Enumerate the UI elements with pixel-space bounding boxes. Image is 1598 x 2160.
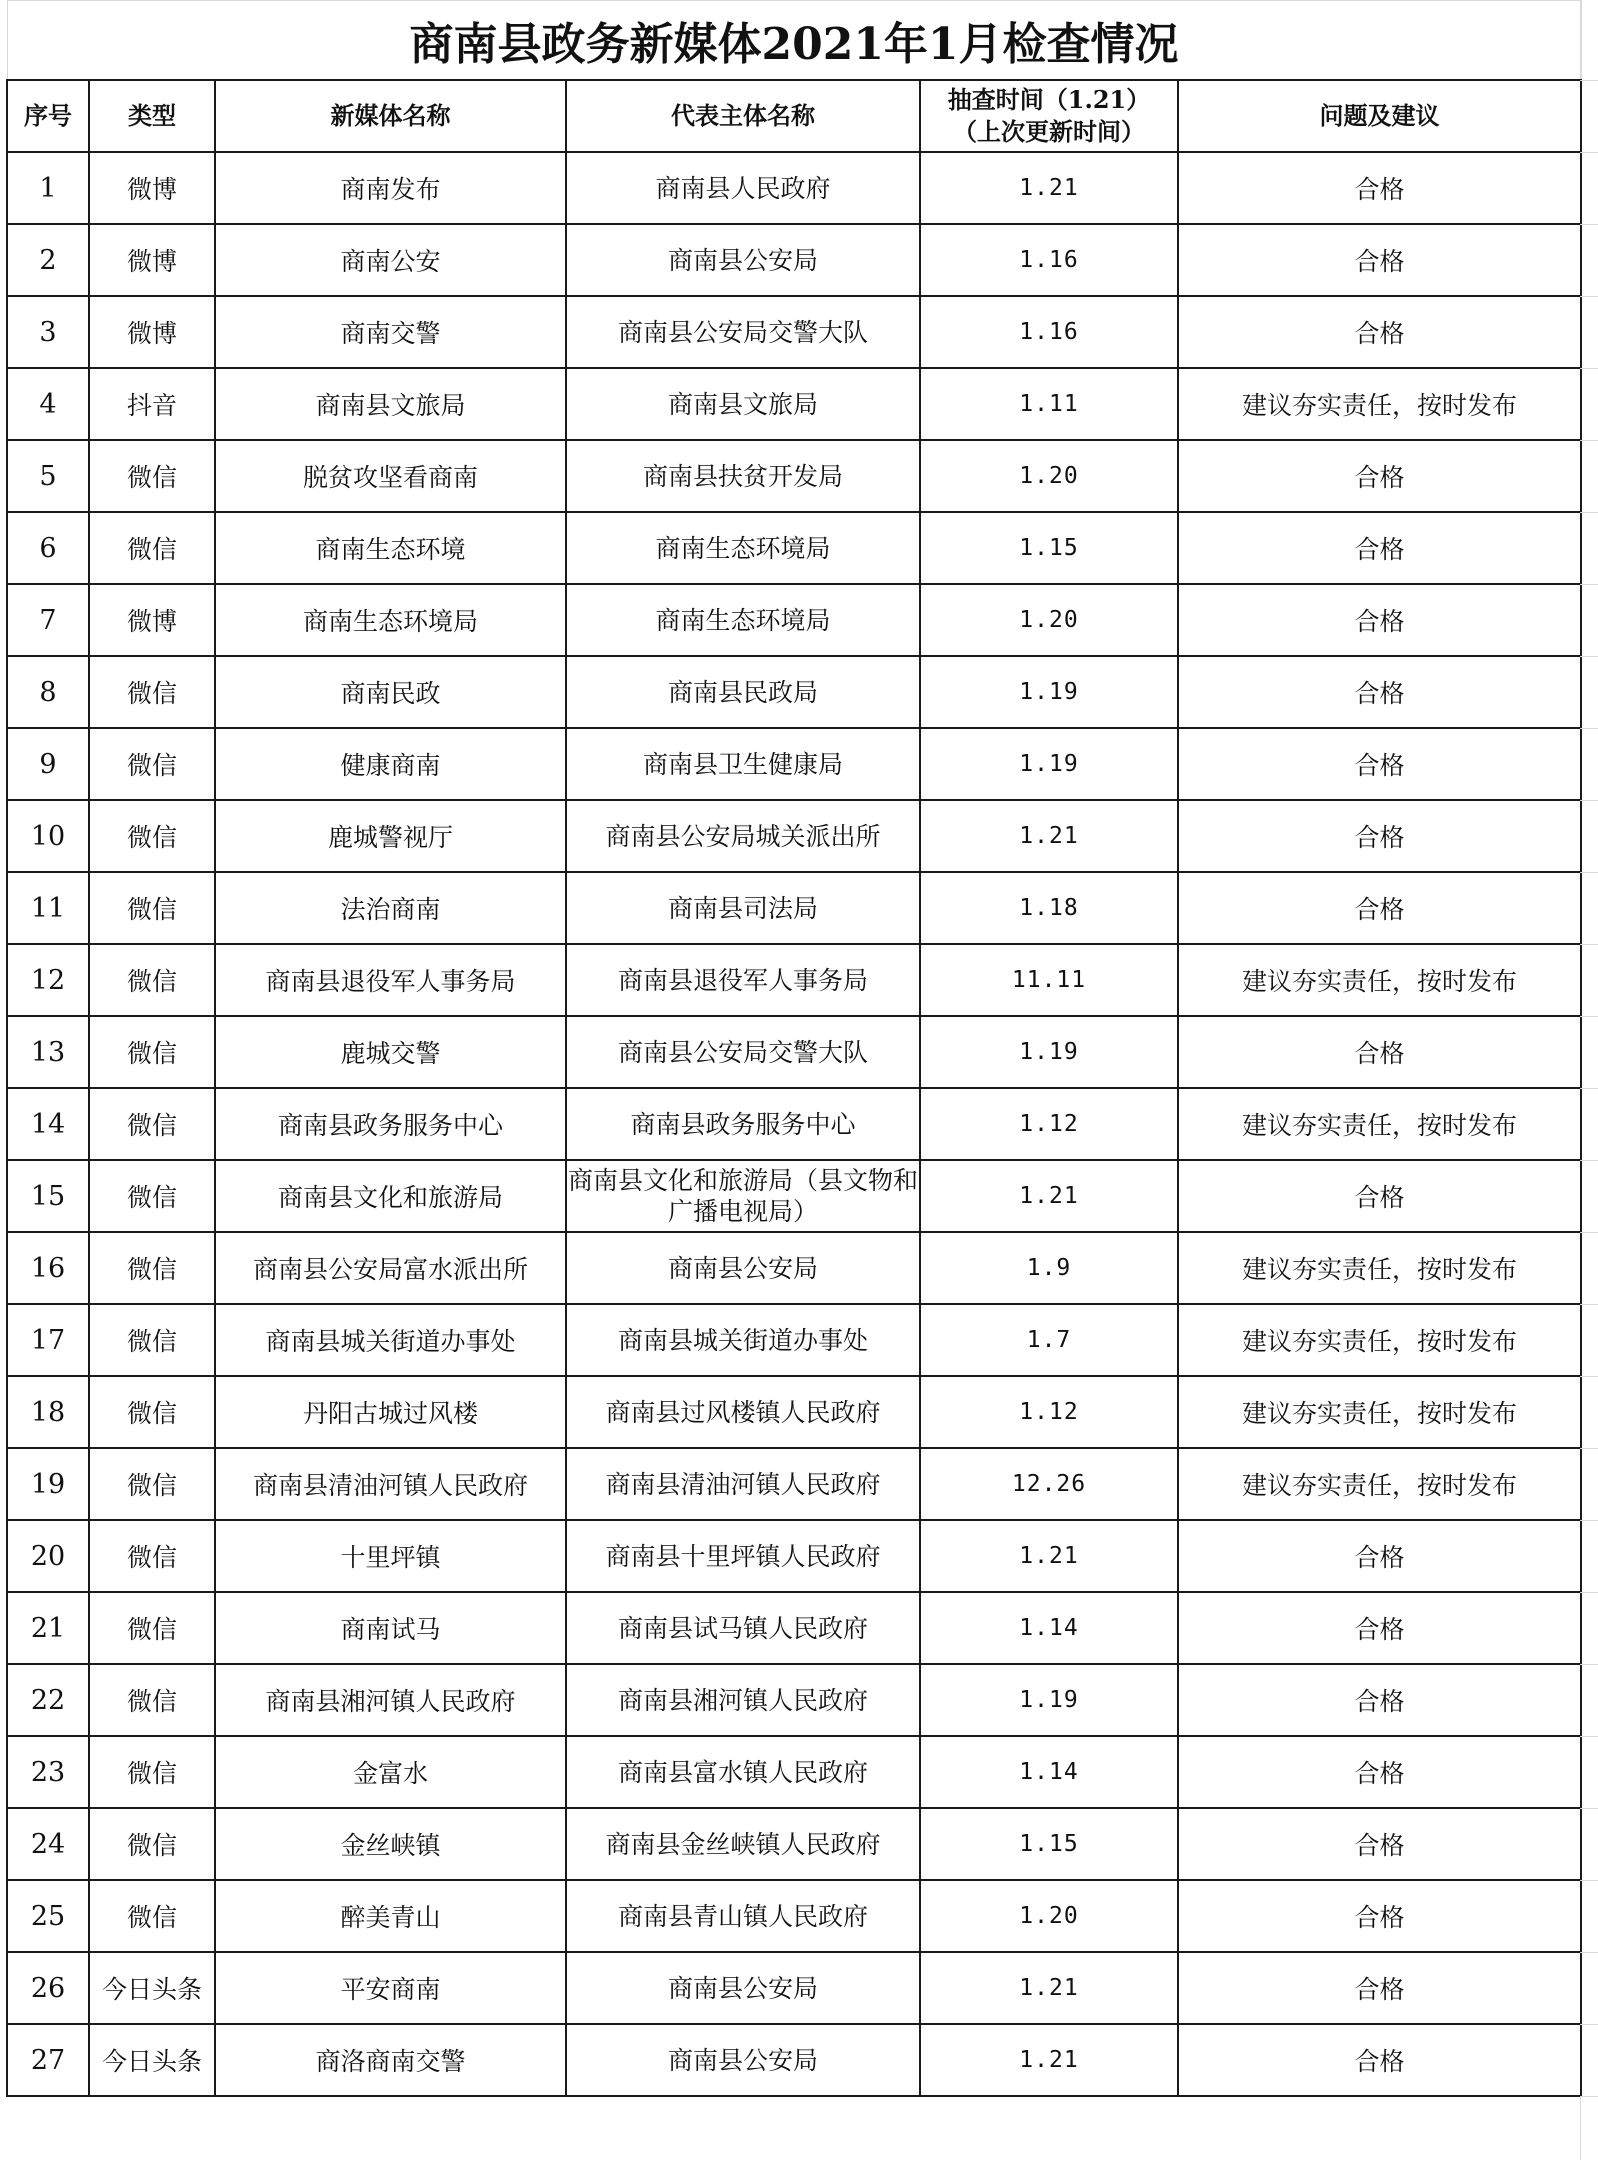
cell-media-name: 商南生态环境局: [215, 584, 566, 656]
cell-media-name: 金丝峡镇: [215, 1808, 566, 1880]
cell-check-time: 1.21: [920, 1160, 1178, 1232]
cell-issue: 合格: [1178, 656, 1581, 728]
header-check-time-line2: （上次更新时间）: [953, 117, 1145, 146]
table-row: [7, 728, 1581, 800]
cell-issue: 合格: [1178, 440, 1581, 512]
cell-media-name: 商南生态环境: [215, 512, 566, 584]
header-media-name: 新媒体名称: [215, 80, 566, 152]
cell-check-time: 1.16: [920, 224, 1178, 296]
sheet-gridline: [1580, 1304, 1598, 1305]
table-row: [7, 584, 1581, 656]
cell-index: 8: [7, 656, 89, 728]
table-row: [7, 1232, 1581, 1304]
table-row: [7, 1376, 1581, 1448]
cell-issue: 合格: [1178, 1664, 1581, 1736]
cell-issue: 合格: [1178, 1952, 1581, 2024]
cell-type: 微信: [89, 440, 215, 512]
sheet-gridline: [1580, 1808, 1598, 1809]
cell-check-time: 1.20: [920, 584, 1178, 656]
cell-entity-name: 商南县公安局: [566, 1952, 920, 2024]
cell-issue: 建议夯实责任，按时发布: [1178, 1304, 1581, 1376]
cell-entity-name: 商南县民政局: [566, 656, 920, 728]
sheet-gridline: [1580, 1448, 1598, 1449]
sheet-gridline: [1580, 368, 1598, 369]
cell-check-time: 11.11: [920, 944, 1178, 1016]
table-row: [7, 1160, 1581, 1232]
table-row: [7, 1016, 1581, 1088]
cell-entity-name: 商南县清油河镇人民政府: [566, 1448, 920, 1520]
cell-index: 1: [7, 152, 89, 224]
cell-media-name: 商南县清油河镇人民政府: [215, 1448, 566, 1520]
cell-index: 14: [7, 1088, 89, 1160]
cell-issue: 合格: [1178, 584, 1581, 656]
cell-type: 微博: [89, 584, 215, 656]
cell-entity-name: 商南县退役军人事务局: [566, 944, 920, 1016]
table-row: [7, 1088, 1581, 1160]
cell-media-name: 醉美青山: [215, 1880, 566, 1952]
cell-entity-name: 商南县公安局: [566, 2024, 920, 2096]
sheet-gridline: [1580, 728, 1598, 729]
cell-check-time: 1.19: [920, 1016, 1178, 1088]
cell-entity-name: 商南县卫生健康局: [566, 728, 920, 800]
cell-entity-name: 商南县试马镇人民政府: [566, 1592, 920, 1664]
cell-check-time: 1.7: [920, 1304, 1178, 1376]
cell-issue: 合格: [1178, 1808, 1581, 1880]
cell-check-time: 1.19: [920, 1664, 1178, 1736]
cell-type: 微信: [89, 1232, 215, 1304]
cell-entity-name: 商南生态环境局: [566, 584, 920, 656]
sheet-gridline: [1580, 1088, 1598, 1089]
cell-media-name: 十里坪镇: [215, 1520, 566, 1592]
cell-issue: 合格: [1178, 872, 1581, 944]
cell-index: 10: [7, 800, 89, 872]
cell-index: 25: [7, 1880, 89, 1952]
cell-issue: 建议夯实责任，按时发布: [1178, 1448, 1581, 1520]
cell-index: 26: [7, 1952, 89, 2024]
cell-media-name: 商南县文旅局: [215, 368, 566, 440]
table-row: [7, 1880, 1581, 1952]
cell-media-name: 鹿城警视厅: [215, 800, 566, 872]
cell-check-time: 1.21: [920, 2024, 1178, 2096]
cell-check-time: 1.12: [920, 1376, 1178, 1448]
sheet-gridline: [1580, 1232, 1598, 1233]
cell-issue: 建议夯实责任，按时发布: [1178, 944, 1581, 1016]
table-row: [7, 1520, 1581, 1592]
cell-check-time: 1.9: [920, 1232, 1178, 1304]
cell-type: 微信: [89, 1448, 215, 1520]
cell-issue: 合格: [1178, 728, 1581, 800]
cell-media-name: 商南县湘河镇人民政府: [215, 1664, 566, 1736]
cell-entity-name: 商南县人民政府: [566, 152, 920, 224]
cell-media-name: 商南民政: [215, 656, 566, 728]
cell-type: 微博: [89, 224, 215, 296]
sheet-gridline: [1580, 152, 1598, 153]
cell-entity-name: 商南县金丝峡镇人民政府: [566, 1808, 920, 1880]
cell-media-name: 商南交警: [215, 296, 566, 368]
cell-index: 17: [7, 1304, 89, 1376]
cell-index: 27: [7, 2024, 89, 2096]
cell-media-name: 丹阳古城过风楼: [215, 1376, 566, 1448]
cell-issue: 合格: [1178, 1016, 1581, 1088]
cell-type: 微信: [89, 512, 215, 584]
cell-issue: 建议夯实责任，按时发布: [1178, 368, 1581, 440]
cell-issue: 合格: [1178, 296, 1581, 368]
table-row: [7, 1448, 1581, 1520]
header-issues: 问题及建议: [1178, 80, 1581, 152]
cell-index: 11: [7, 872, 89, 944]
cell-type: 微信: [89, 944, 215, 1016]
sheet-gridline: [1580, 1880, 1598, 1881]
cell-entity-name: 商南县公安局交警大队: [566, 1016, 920, 1088]
cell-check-time: 1.21: [920, 1520, 1178, 1592]
cell-index: 16: [7, 1232, 89, 1304]
sheet-gridline: [1580, 1016, 1598, 1017]
cell-index: 19: [7, 1448, 89, 1520]
cell-entity-name: 商南县文旅局: [566, 368, 920, 440]
cell-issue: 建议夯实责任，按时发布: [1178, 1232, 1581, 1304]
table-row: [7, 296, 1581, 368]
cell-media-name: 商南县退役军人事务局: [215, 944, 566, 1016]
sheet-gridline: [1580, 1664, 1598, 1665]
sheet-gridline: [1580, 872, 1598, 873]
cell-check-time: 12.26: [920, 1448, 1178, 1520]
cell-type: 微博: [89, 152, 215, 224]
cell-issue: 合格: [1178, 1880, 1581, 1952]
sheet-gridline: [1580, 512, 1598, 513]
cell-check-time: 1.11: [920, 368, 1178, 440]
inspection-table: [6, 0, 1582, 2097]
sheet-gridline: [1580, 1952, 1598, 1953]
cell-issue: 合格: [1178, 152, 1581, 224]
cell-type: 微信: [89, 728, 215, 800]
cell-media-name: 脱贫攻坚看商南: [215, 440, 566, 512]
cell-type: 微信: [89, 1592, 215, 1664]
sheet-gridline: [1580, 800, 1598, 801]
cell-issue: 建议夯实责任，按时发布: [1178, 1376, 1581, 1448]
table-row: [7, 152, 1581, 224]
cell-media-name: 金富水: [215, 1736, 566, 1808]
table-row: [7, 872, 1581, 944]
table-row: [7, 1808, 1581, 1880]
sheet-gridline: [1580, 224, 1598, 225]
cell-type: 今日头条: [89, 2024, 215, 2096]
table-row: [7, 512, 1581, 584]
cell-type: 微信: [89, 1520, 215, 1592]
cell-index: 23: [7, 1736, 89, 1808]
cell-check-time: 1.20: [920, 440, 1178, 512]
cell-check-time: 1.16: [920, 296, 1178, 368]
sheet-gridline: [1580, 296, 1598, 297]
cell-media-name: 健康商南: [215, 728, 566, 800]
cell-issue: 建议夯实责任，按时发布: [1178, 1088, 1581, 1160]
cell-index: 18: [7, 1376, 89, 1448]
table-row: [7, 224, 1581, 296]
cell-media-name: 法治商南: [215, 872, 566, 944]
cell-issue: 合格: [1178, 512, 1581, 584]
sheet-gridline: [1580, 944, 1598, 945]
cell-issue: 合格: [1178, 1520, 1581, 1592]
sheet-gridline: [1580, 2096, 1598, 2097]
cell-index: 12: [7, 944, 89, 1016]
cell-check-time: 1.19: [920, 728, 1178, 800]
table-row: [7, 1592, 1581, 1664]
cell-entity-name: 商南县城关街道办事处: [566, 1304, 920, 1376]
cell-index: 7: [7, 584, 89, 656]
sheet-gridline: [1580, 80, 1598, 81]
cell-index: 21: [7, 1592, 89, 1664]
cell-entity-name: 商南县公安局城关派出所: [566, 800, 920, 872]
cell-check-time: 1.18: [920, 872, 1178, 944]
header-check-time: [920, 80, 1178, 152]
cell-index: 6: [7, 512, 89, 584]
header-type: 类型: [89, 80, 215, 152]
cell-check-time: 1.19: [920, 656, 1178, 728]
cell-index: 3: [7, 296, 89, 368]
cell-index: 5: [7, 440, 89, 512]
cell-check-time: 1.15: [920, 1808, 1178, 1880]
cell-entity-name: 商南县富水镇人民政府: [566, 1736, 920, 1808]
sheet-gridline: [1580, 1160, 1598, 1161]
sheet-gridline: [1580, 1520, 1598, 1521]
sheet-gridline: [1580, 656, 1598, 657]
cell-check-time: 1.21: [920, 800, 1178, 872]
cell-check-time: 1.20: [920, 1880, 1178, 1952]
sheet-gridline: [1580, 440, 1598, 441]
table-row: [7, 440, 1581, 512]
cell-index: 9: [7, 728, 89, 800]
cell-type: 微信: [89, 1160, 215, 1232]
cell-issue: 合格: [1178, 1592, 1581, 1664]
cell-check-time: 1.15: [920, 512, 1178, 584]
sheet-gridline: [1580, 584, 1598, 585]
cell-index: 22: [7, 1664, 89, 1736]
cell-index: 24: [7, 1808, 89, 1880]
cell-entity-name: 商南县公安局: [566, 1232, 920, 1304]
header-index: 序号: [7, 80, 89, 152]
cell-media-name: 商南县文化和旅游局: [215, 1160, 566, 1232]
cell-media-name: 商南县城关街道办事处: [215, 1304, 566, 1376]
cell-issue: 合格: [1178, 224, 1581, 296]
header-entity-name: 代表主体名称: [566, 80, 920, 152]
cell-media-name: 商南试马: [215, 1592, 566, 1664]
cell-entity-name: 商南县司法局: [566, 872, 920, 944]
cell-index: 4: [7, 368, 89, 440]
cell-entity-name: 商南县公安局: [566, 224, 920, 296]
cell-entity-name: 商南县公安局交警大队: [566, 296, 920, 368]
table-row: [7, 2024, 1581, 2096]
cell-index: 20: [7, 1520, 89, 1592]
cell-index: 13: [7, 1016, 89, 1088]
cell-type: 微信: [89, 1088, 215, 1160]
cell-media-name: 商南公安: [215, 224, 566, 296]
cell-check-time: 1.21: [920, 1952, 1178, 2024]
cell-entity-name: 商南县湘河镇人民政府: [566, 1664, 920, 1736]
sheet-gridline: [1580, 1736, 1598, 1737]
cell-type: 微信: [89, 872, 215, 944]
header-check-time-line1: 抽查时间（1.21）: [947, 85, 1151, 114]
cell-entity-name: 商南县文化和旅游局（县文物和广播电视局）: [566, 1160, 920, 1232]
cell-index: 2: [7, 224, 89, 296]
cell-entity-name: 商南县过风楼镇人民政府: [566, 1376, 920, 1448]
table-row: [7, 1952, 1581, 2024]
cell-type: 微信: [89, 1376, 215, 1448]
cell-check-time: 1.14: [920, 1592, 1178, 1664]
cell-entity-name: 商南县政务服务中心: [566, 1088, 920, 1160]
page-title: 商南县政务新媒体2021年1月检查情况: [7, 1, 1581, 81]
cell-issue: 合格: [1178, 1736, 1581, 1808]
cell-type: 微信: [89, 1736, 215, 1808]
cell-type: 微信: [89, 1808, 215, 1880]
sheet-gridline: [1580, 2024, 1598, 2025]
cell-media-name: 商南县公安局富水派出所: [215, 1232, 566, 1304]
cell-type: 微信: [89, 1880, 215, 1952]
table-row: [7, 656, 1581, 728]
cell-entity-name: 商南县十里坪镇人民政府: [566, 1520, 920, 1592]
cell-media-name: 商南发布: [215, 152, 566, 224]
cell-type: 微信: [89, 1304, 215, 1376]
cell-type: 微博: [89, 296, 215, 368]
sheet-gridline: [1580, 1376, 1598, 1377]
cell-check-time: 1.12: [920, 1088, 1178, 1160]
sheet-gridline: [1580, 1592, 1598, 1593]
cell-media-name: 商南县政务服务中心: [215, 1088, 566, 1160]
cell-issue: 合格: [1178, 800, 1581, 872]
cell-check-time: 1.14: [920, 1736, 1178, 1808]
cell-type: 微信: [89, 1016, 215, 1088]
table-row: [7, 368, 1581, 440]
cell-type: 抖音: [89, 368, 215, 440]
cell-media-name: 平安商南: [215, 1952, 566, 2024]
cell-entity-name: 商南生态环境局: [566, 512, 920, 584]
cell-check-time: 1.21: [920, 152, 1178, 224]
cell-type: 微信: [89, 656, 215, 728]
cell-type: 微信: [89, 1664, 215, 1736]
table-row: [7, 944, 1581, 1016]
cell-type: 微信: [89, 800, 215, 872]
table-row: [7, 800, 1581, 872]
cell-issue: 合格: [1178, 2024, 1581, 2096]
cell-media-name: 鹿城交警: [215, 1016, 566, 1088]
cell-entity-name: 商南县青山镇人民政府: [566, 1880, 920, 1952]
cell-index: 15: [7, 1160, 89, 1232]
cell-type: 今日头条: [89, 1952, 215, 2024]
table-row: [7, 1664, 1581, 1736]
cell-media-name: 商洛商南交警: [215, 2024, 566, 2096]
table-row: [7, 1736, 1581, 1808]
cell-entity-name: 商南县扶贫开发局: [566, 440, 920, 512]
table-row: [7, 1304, 1581, 1376]
cell-issue: 合格: [1178, 1160, 1581, 1232]
